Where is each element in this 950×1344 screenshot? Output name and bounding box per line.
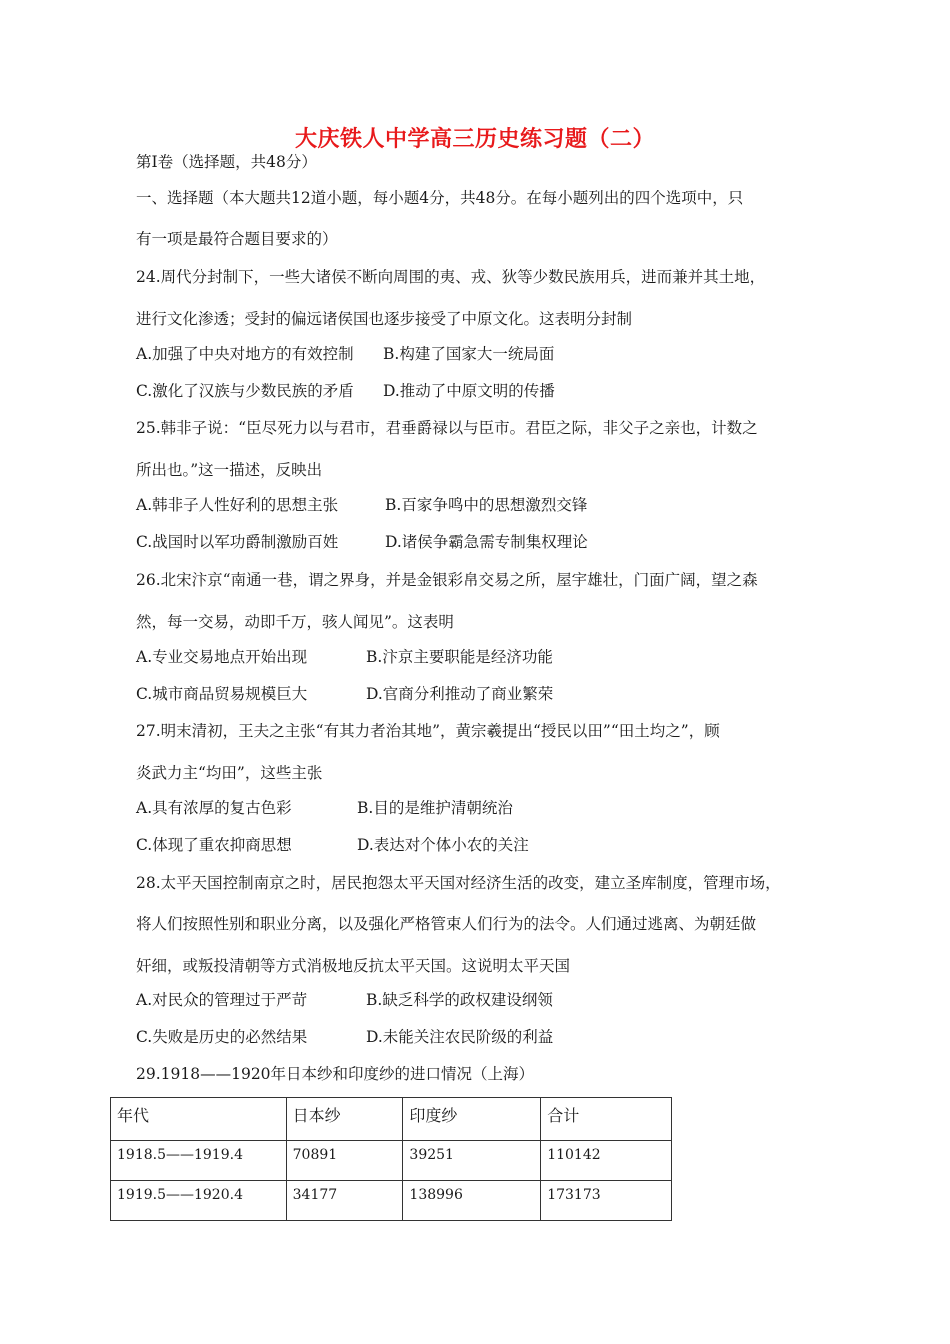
question-24-option-c: C.激化了汉族与少数民族的矛盾 [136, 382, 354, 400]
table-cell: 39251 [403, 1141, 541, 1181]
table-header-cell: 合计 [541, 1098, 672, 1141]
table-cell: 70891 [286, 1141, 403, 1181]
question-24-option-a: A.加强了中央对地方的有效控制 [136, 345, 354, 363]
question-26-option-a: A.专业交易地点开始出现 [136, 648, 308, 666]
question-28-stem-line3: 奸细，或叛投清朝等方式消极地反抗太平天国。这说明太平天国 [136, 957, 571, 975]
question-25-option-d: D.诸侯争霸急需专制集权理论 [385, 533, 588, 551]
question-25-option-a: A.韩非子人性好利的思想主张 [136, 496, 339, 514]
document-title: 大庆铁人中学高三历史练习题（二） [294, 127, 655, 152]
table-cell: 173173 [541, 1181, 672, 1221]
volume-heading: 第Ⅰ卷（选择题，共48分） [136, 153, 317, 171]
table-header-cell: 印度纱 [403, 1098, 541, 1141]
question-27-option-a: A.具有浓厚的复古色彩 [136, 799, 292, 817]
table-cell: 1918.5——1919.4 [111, 1141, 287, 1181]
yarn-import-table [110, 1097, 672, 1221]
table-cell: 1919.5——1920.4 [111, 1181, 287, 1221]
question-25-stem-line1: 25.韩非子说：“臣尽死力以与君市，君垂爵禄以与臣市。君臣之际，非父子之亲也，计数之 [136, 419, 758, 437]
question-28-option-c: C.失败是历史的必然结果 [136, 1028, 308, 1046]
question-28-option-a: A.对民众的管理过于严苛 [136, 991, 308, 1009]
question-26-option-c: C.城市商品贸易规模巨大 [136, 685, 308, 703]
question-25-stem-line2: 所出也。”这一描述，反映出 [136, 461, 323, 479]
question-28-stem-line2: 将人们按照性别和职业分离，以及强化严格管束人们行为的法令。人们通过逃离、为朝廷做 [136, 915, 757, 933]
question-28-stem-line1: 28.太平天国控制南京之时，居民抱怨太平天国对经济生活的改变，建立圣库制度，管理市场， [136, 874, 781, 892]
question-27-option-d: D.表达对个体小农的关注 [357, 836, 529, 854]
question-24-stem-line1: 24.周代分封制下，一些大诸侯不断向周围的夷、戎、狄等少数民族用兵，进而兼并其土地， [136, 268, 766, 286]
table-cell: 34177 [286, 1181, 403, 1221]
question-26-option-d: D.官商分利推动了商业繁荣 [366, 685, 554, 703]
question-24-option-b: B.构建了国家大一统局面 [383, 345, 555, 363]
question-27-option-c: C.体现了重农抑商思想 [136, 836, 292, 854]
table-row [111, 1181, 672, 1221]
table-cell: 110142 [541, 1141, 672, 1181]
question-24-option-d: D.推动了中原文明的传播 [383, 382, 555, 400]
question-25-option-b: B.百家争鸣中的思想激烈交锋 [385, 496, 588, 514]
question-27-stem-line1: 27.明末清初，王夫之主张“有其力者治其地”，黄宗羲提出“授民以田”“田土均之”，顾 [136, 722, 720, 740]
table-header-cell: 年代 [111, 1098, 287, 1141]
question-26-stem-line2: 然，每一交易，动即千万，骇人闻见”。这表明 [136, 613, 454, 631]
question-24-stem-line2: 进行文化渗透；受封的偏远诸侯国也逐步接受了中原文化。这表明分封制 [136, 310, 633, 328]
question-27-option-b: B.目的是维护清朝统治 [357, 799, 513, 817]
question-27-stem-line2: 炎武力主“均田”，这些主张 [136, 764, 323, 782]
question-26-stem-line1: 26.北宋汴京“南通一巷，谓之界身，并是金银彩帛交易之所，屋宇雄壮，门面广阔，望之森 [136, 571, 758, 589]
question-28-option-d: D.未能关注农民阶级的利益 [366, 1028, 554, 1046]
table-header-cell: 日本纱 [286, 1098, 403, 1141]
question-29-stem: 29.1918——1920年日本纱和印度纱的进口情况（上海） [136, 1065, 535, 1083]
question-28-option-b: B.缺乏科学的政权建设纲领 [366, 991, 553, 1009]
table-cell: 138996 [403, 1181, 541, 1221]
table-header-row [111, 1098, 672, 1141]
section-instructions-line2: 有一项是最符合题目要求的） [136, 230, 338, 248]
table-row [111, 1141, 672, 1181]
section-instructions-line1: 一、选择题（本大题共12道小题，每小题4分，共48分。在每小题列出的四个选项中，只 [136, 189, 744, 207]
question-25-option-c: C.战国时以军功爵制激励百姓 [136, 533, 339, 551]
question-26-option-b: B.汴京主要职能是经济功能 [366, 648, 553, 666]
